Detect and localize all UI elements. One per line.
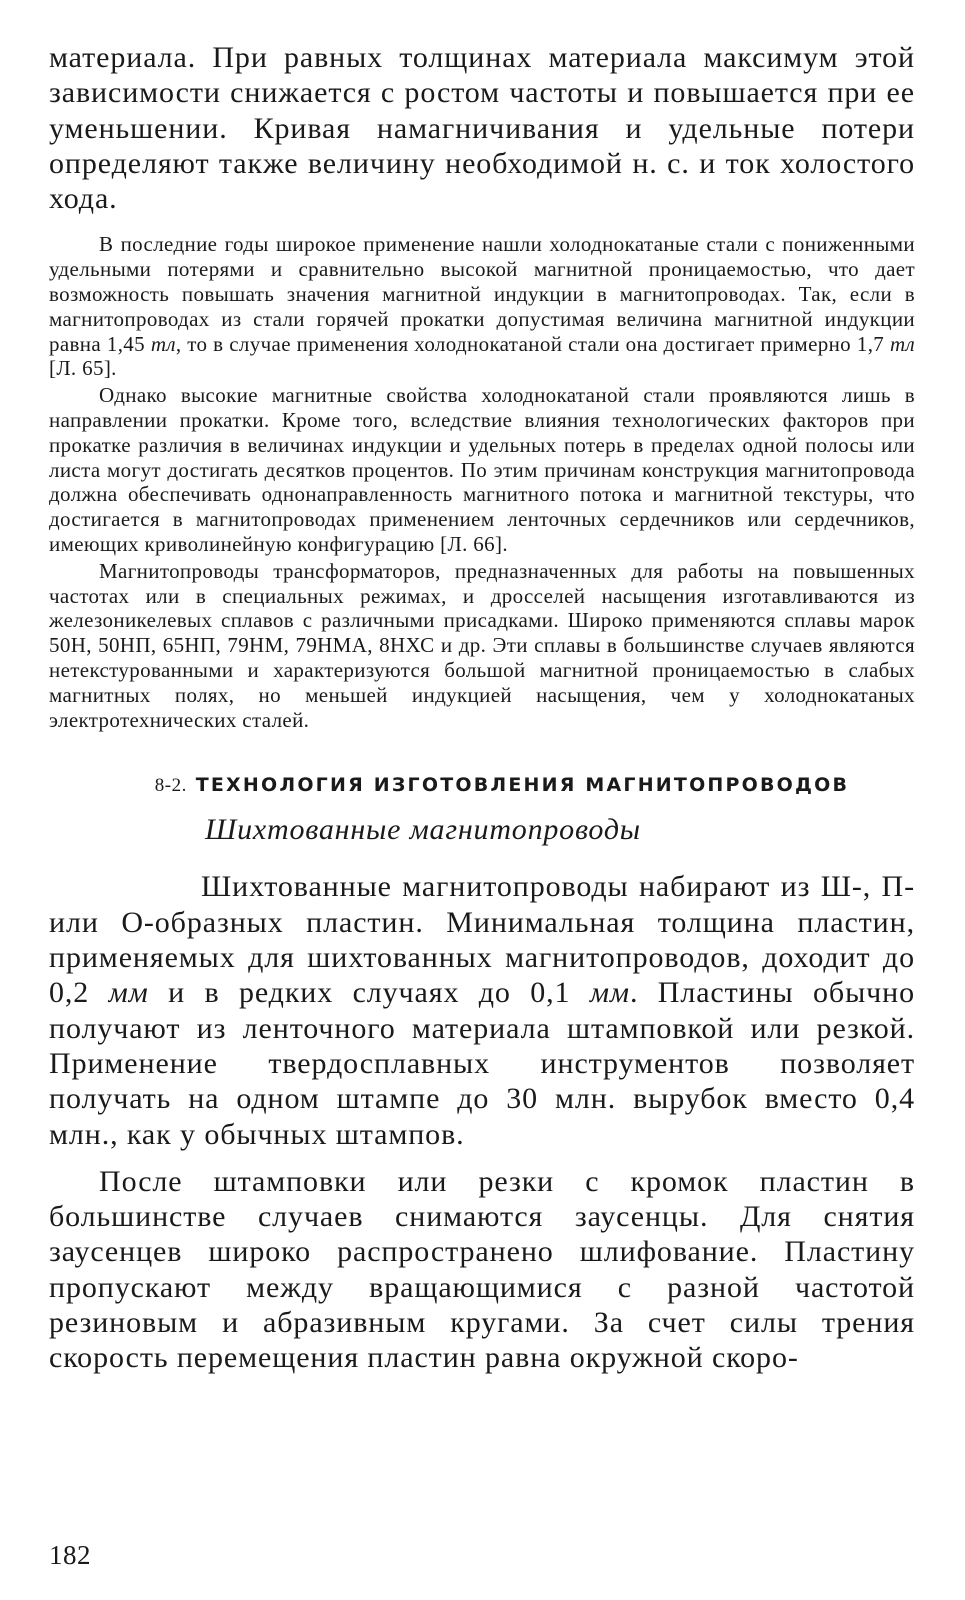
unit-tesla-1: тл bbox=[150, 331, 176, 356]
section-number: 8-2. bbox=[154, 775, 187, 797]
section-heading bbox=[49, 774, 915, 797]
section-title: ТЕХНОЛОГИЯ ИЗГОТОВЛЕНИЯ МАГНИТОПРОВОДОВ bbox=[195, 774, 850, 797]
paragraph-5-part-a: Шихтованные магнитопроводы набирают из Ш-, П- или О-образных пластин. Минимальная толщина пластин, применяемых для шихтованных магнитопроводов, доходит до 0,2 bbox=[49, 870, 915, 1010]
paragraph-6: После штамповки или резки с кромок пластин в большинстве случаев снимаются заусенцы. Для снятия заусенцев широко распространено шлифование. Пластину пропускают между вращающимися с разной частотой резиновым и абразивным кругами. За счет силы трения скорость перемещения пластин равна окружной скоро- bbox=[49, 1164, 915, 1375]
paragraph-5 bbox=[49, 869, 915, 1151]
paragraph-4: Магнитопроводы трансформаторов, предназначенных для работы на повышенных частотах или в специальных режимах, и дросселей насыщения изготавливаются из железоникелевых сплавов с различными присадками. Широко применяются сплавы марок 50Н, 50НП, 65НП, 79НМ, 79НМА, 8НХС и др. Эти сплавы в большинстве случаев являются нетекстурованными и характеризуются большой магнитной проницаемостью в слабых магнитных полях, но меньшей индукцией насыщения, чем у холоднокатаных электротехнических сталей. bbox=[49, 558, 915, 732]
paragraph-5-part-c: . Пластины обычно получают из ленточного материала штамповкой или резкой. Применение твердосплавных инструментов позволяет получать на одном штампе до 30 млн. вырубок вместо 0,4 млн., как у обычных штампов. bbox=[49, 976, 915, 1151]
paragraph-5-part-b: и в редких случаях до 0,1 bbox=[148, 976, 590, 1010]
paragraph-1: материала. При равных толщинах материала максимум этой зависимости снижается с ростом частоты и повышается при ее уменьшении. Кривая намагничивания и удельные потери определяют также величину необходимой н. с. и ток холостого хода. bbox=[49, 41, 915, 216]
paragraph-2-part-c: [Л. 65]. bbox=[49, 356, 117, 381]
page-content bbox=[49, 40, 915, 1376]
unit-tesla-2: тл bbox=[889, 331, 915, 356]
paragraph-2-part-a: В последние годы широкое применение нашли холоднокатаные стали с пониженными удельными потерями и сравнительно высокой магнитной проницаемостью, что дает возможность повышать значения магнитной индукции в магнитопроводах. Так, если в магнитопроводах из стали горячей прокатки допустимая величина магнитной индукции равна 1,45 bbox=[49, 232, 915, 356]
paragraph-2 bbox=[49, 232, 915, 381]
subsection-heading: Шихтованные магнитопроводы bbox=[205, 813, 641, 847]
page-number: 182 bbox=[49, 1540, 91, 1570]
unit-mm-1: мм bbox=[108, 976, 149, 1010]
paragraph-2-part-b: , то в случае применения холоднокатаной стали она достигает примерно 1,7 bbox=[175, 331, 890, 356]
paragraph-3: Однако высокие магнитные свойства холоднокатаной стали проявляются лишь в направлении прокатки. Кроме того, вследствие влияния технологических факторов при прокатке различия в величинах индукции и удельных потерь в пределах одной полосы или листа могут достигать десятков процентов. По этим причинам конструкция магнитопровода должна обеспечивать однонаправленность магнитного потока и магнитной текстуры, что достигается в магнитопроводах применением ленточных сердечников или сердечников, имеющих криволинейную конфигурацию [Л. 66]. bbox=[49, 383, 915, 557]
unit-mm-2: мм bbox=[589, 976, 630, 1010]
